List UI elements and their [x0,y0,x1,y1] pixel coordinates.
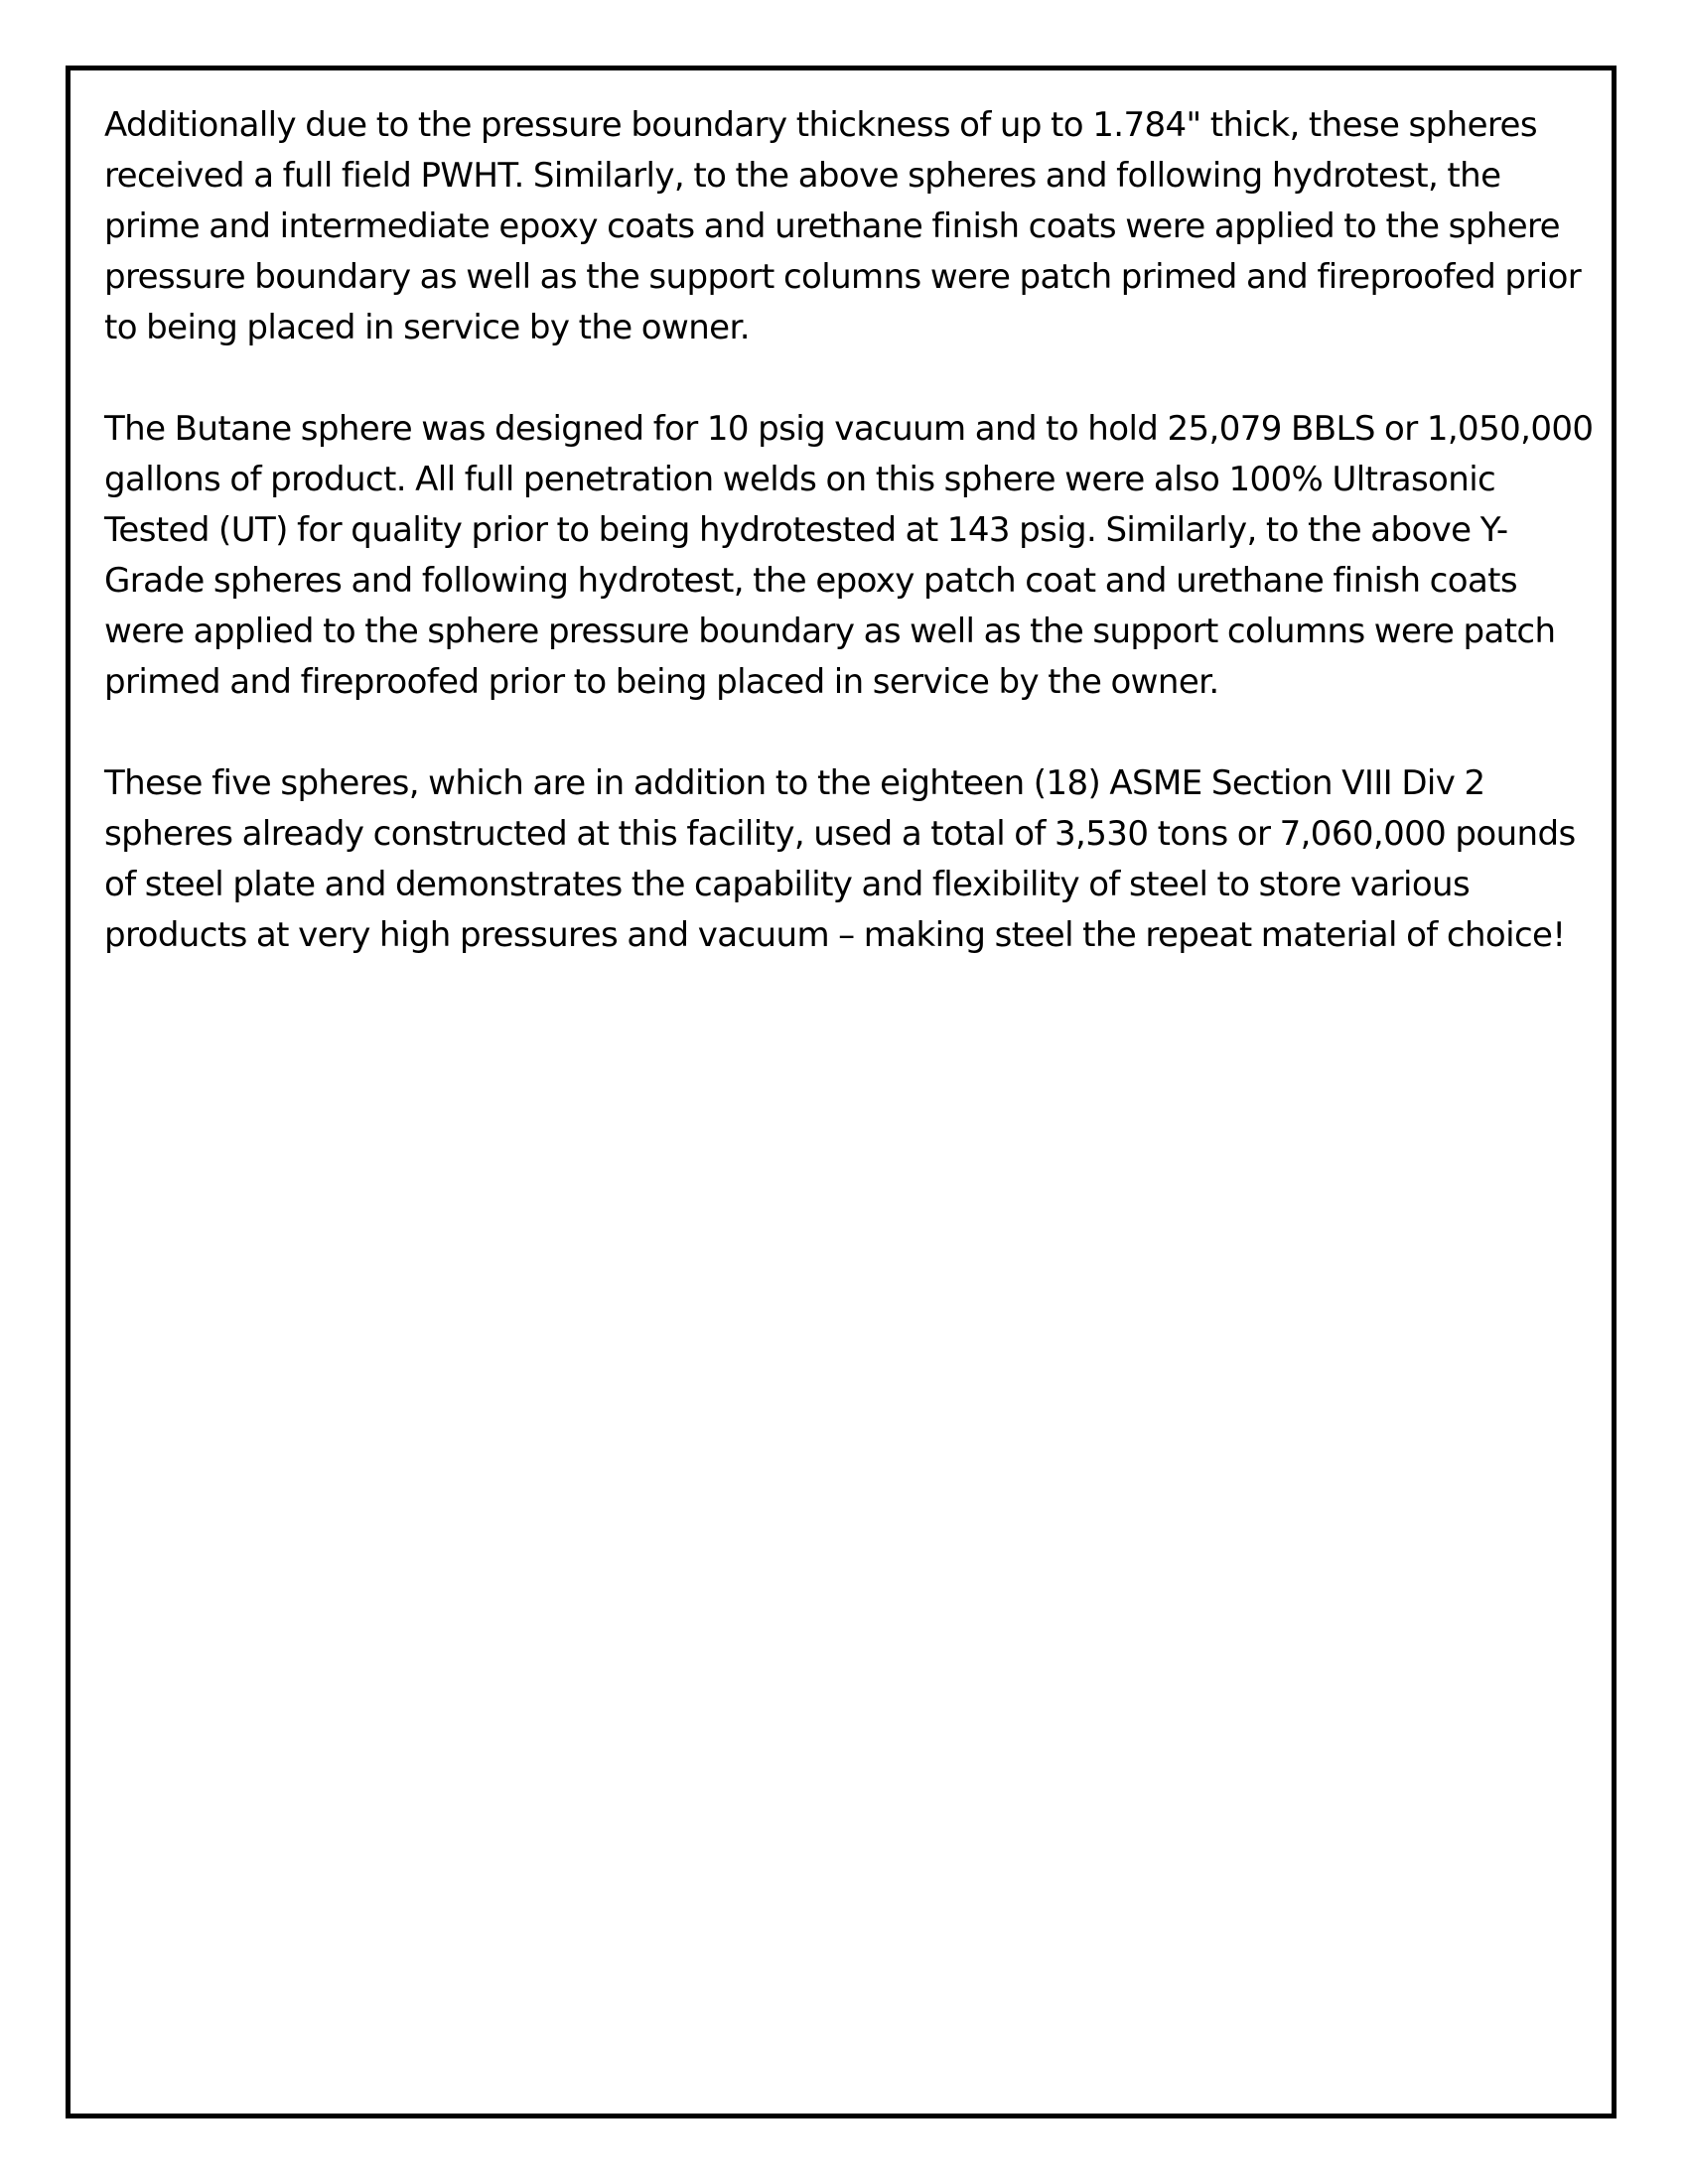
page-border [66,66,1617,2118]
paragraph-summary: These five spheres, which are in addition to the eighteen (18) ASME Section VIII Div 2 spheres already constructed at this facility, used a total of 3,530 tons or 7,060,000 pounds of steel plate and demonstrates the capability and flexibility of steel to store various products at very high pressures and vacuum – making steel the repeat material of choice! [104,763,1576,955]
paragraph-butane-sphere: The Butane sphere was designed for 10 psig vacuum and to hold 25,079 BBLS or 1,050,000 gallons of product. All full penetration welds on this sphere were also 100% Ultrasonic Tested (UT) for quality prior to being hydrotested at 143 psig. Similarly, to the above Y-Grade spheres and following hydrotest, the epoxy patch coat and urethane finish coats were applied to the sphere pressure boundary as well as the support columns were patch primed and fireproofed prior to being placed in service by the owner. [104,409,1594,702]
document-body [104,100,1594,1012]
paragraph-pwht: Additionally due to the pressure boundary thickness of up to 1.784" thick, these spheres received a full field PWHT. Similarly, to the above spheres and following hydrotest, the prime and intermediate epoxy coats and urethane finish coats were applied to the sphere pressure boundary as well as the support columns were patch primed and fireproofed prior to being placed in service by the owner. [104,105,1582,347]
